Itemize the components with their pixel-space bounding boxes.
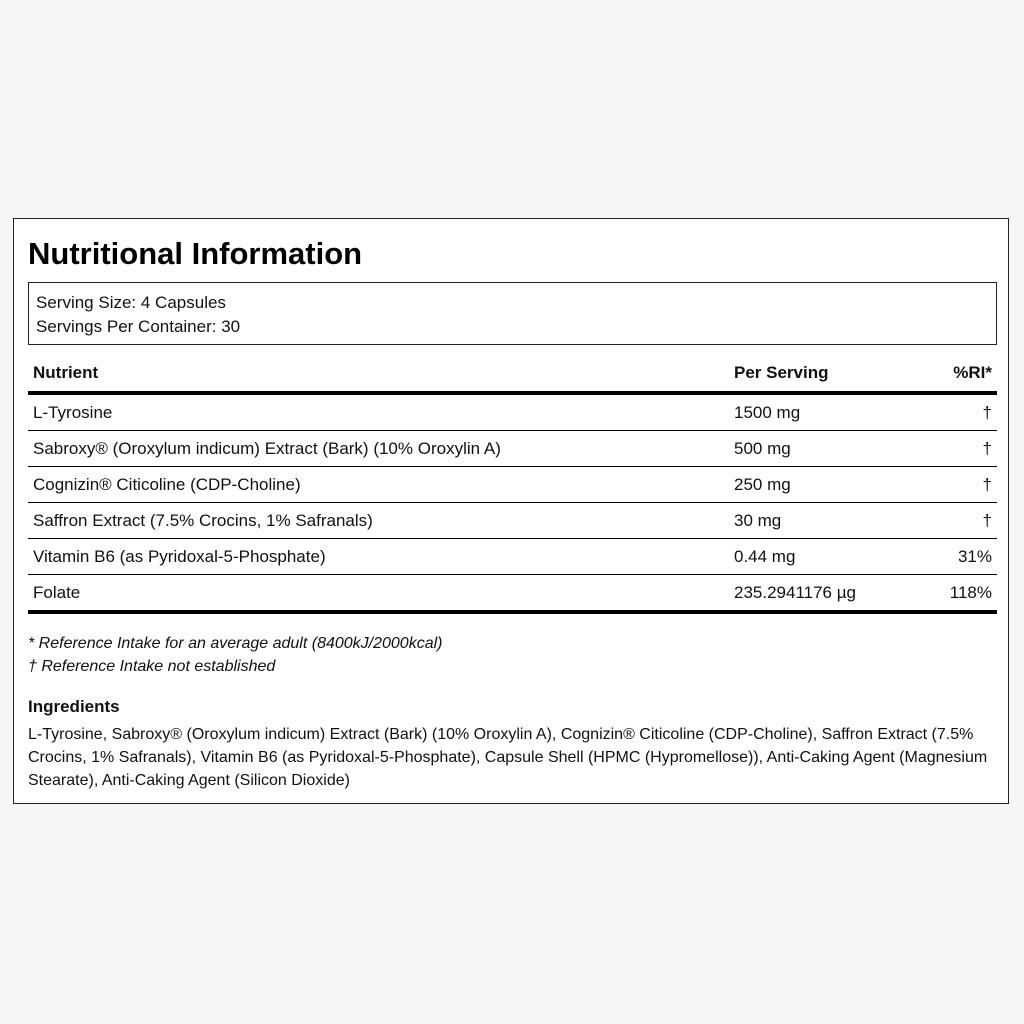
- nutrient-amount: 1500 mg: [734, 402, 801, 422]
- nutrient-ri: †: [982, 510, 992, 530]
- nutrient-ri: †: [982, 474, 992, 494]
- table-row: [28, 467, 997, 503]
- nutrient-name: Vitamin B6 (as Pyridoxal-5-Phosphate): [33, 546, 326, 566]
- nutrient-ri: †: [982, 402, 992, 422]
- nutrient-ri: †: [982, 438, 992, 458]
- column-header-per-serving: Per Serving: [734, 363, 829, 382]
- table-header: [28, 359, 997, 395]
- footnotes: [28, 632, 442, 678]
- nutrient-amount: 500 mg: [734, 438, 791, 458]
- nutrient-name: Sabroxy® (Oroxylum indicum) Extract (Bark) (10% Oroxylin A): [33, 438, 501, 458]
- column-header-ri: %RI*: [953, 363, 992, 382]
- ingredients-list: L-Tyrosine, Sabroxy® (Oroxylum indicum) Extract (Bark) (10% Oroxylin A), Cognizin® Citicoline (CDP-Choline), Saffron Extract (7.5% Crocins, 1% Safranals), Vitamin B6 (as Pyridoxal-5-Phosphate), Capsule Shell (HPMC (Hypromellose)), Anti-Caking Agent (Magnesium Stearate), Anti-Caking Agent (Silicon Dioxide): [28, 726, 988, 789]
- table-row: [28, 539, 997, 575]
- nutrient-name: Saffron Extract (7.5% Crocins, 1% Safranals): [33, 510, 373, 530]
- ingredients-heading: Ingredients: [28, 697, 120, 716]
- page-title: Nutritional Information: [28, 236, 363, 271]
- column-header-nutrient: Nutrient: [33, 363, 99, 382]
- servings-per-container: Servings Per Container: 30: [36, 317, 241, 336]
- nutrient-amount: 250 mg: [734, 474, 791, 494]
- nutrient-amount: 235.2941176 µg: [734, 582, 856, 602]
- table-row: [28, 575, 997, 614]
- nutrient-amount: 30 mg: [734, 510, 782, 530]
- nutrient-name: Cognizin® Citicoline (CDP-Choline): [33, 474, 301, 494]
- nutrient-ri: 118%: [949, 582, 992, 602]
- footnote-reference-intake: * Reference Intake for an average adult (8400kJ/2000kcal): [28, 635, 443, 652]
- nutrient-name: L-Tyrosine: [33, 402, 113, 422]
- nutrient-table: [28, 359, 997, 614]
- nutrient-name: Folate: [33, 582, 81, 602]
- serving-size: Serving Size: 4 Capsules: [36, 293, 226, 312]
- serving-info-box: [28, 282, 997, 345]
- nutrition-panel: [13, 218, 1009, 804]
- table-row: [28, 395, 997, 431]
- footnote-not-established: † Reference Intake not established: [28, 658, 276, 675]
- nutrient-amount: 0.44 mg: [734, 546, 796, 566]
- nutrient-ri: 31%: [957, 546, 992, 566]
- table-row: [28, 431, 997, 467]
- table-row: [28, 503, 997, 539]
